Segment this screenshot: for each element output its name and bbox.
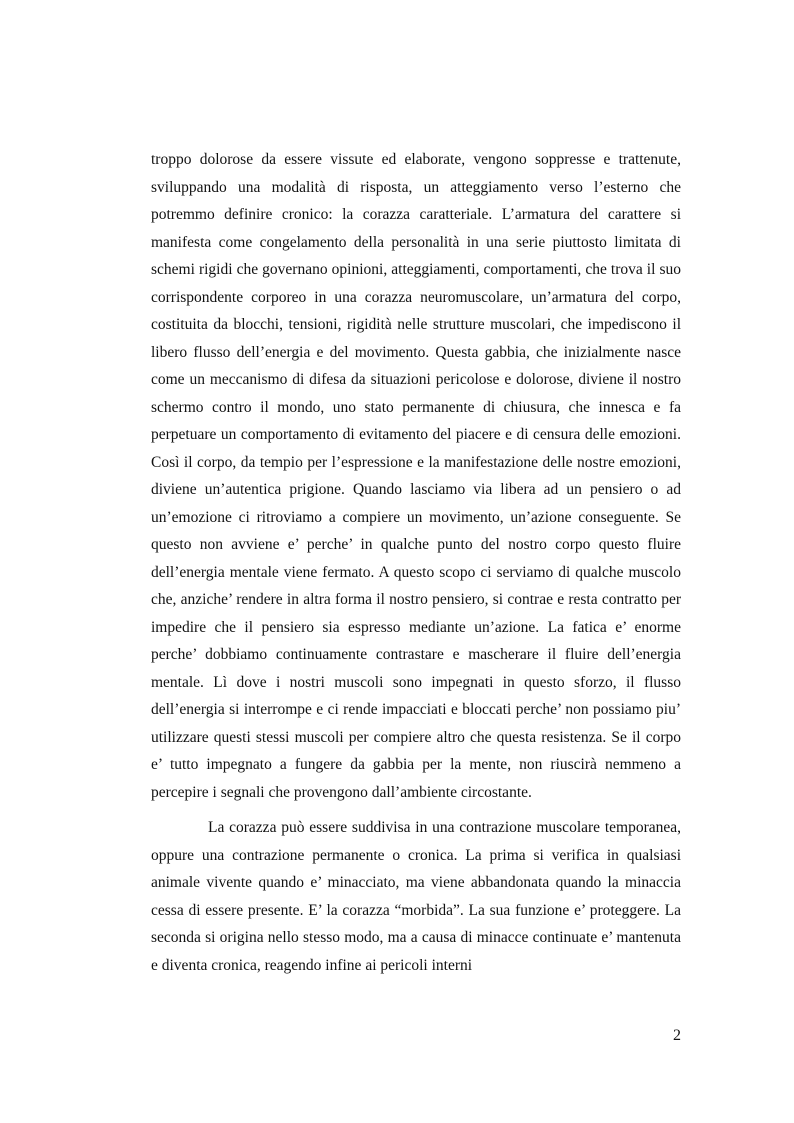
page-number: 2 xyxy=(673,1027,681,1044)
paragraph-1: troppo dolorose da essere vissute ed elaborate, vengono soppresse e trattenute, sviluppando una modalità di risposta, un atteggiamento verso l’esterno che potremmo definire cronico: la corazza caratteriale. L’armatura del carattere si manifesta come congelamento della personalità in una serie piuttosto limitata di schemi rigidi che governano opinioni, atteggiamenti, comportamenti, che trova il suo corrispondente corporeo in una corazza neuromuscolare, un’armatura del corpo, costituita da blocchi, tensioni, rigidità nelle strutture muscolari, che impediscono il libero flusso dell’energia e del movimento. Questa gabbia, che inizialmente nasce come un meccanismo di difesa da situazioni pericolose e dolorose, diviene il nostro schermo contro il mondo, uno stato permanente di chiusura, che innesca e fa perpetuare un comportamento di evitamento del piacere e di censura delle emozioni. Così il corpo, da tempio per l’espressione e la manifestazione delle nostre emozioni, diviene un’autentica prigione. Quando lasciamo via libera ad un pensiero o ad un’emozione ci ritroviamo a compiere un movimento, un’azione conseguente. Se questo non avviene e’ perche’ in qualche punto del nostro corpo questo fluire dell’energia mentale viene fermato. A questo scopo ci serviamo di qualche muscolo che, anziche’ rendere in altra forma il nostro pensiero, si contrae e resta contratto per impedire che il pensiero sia espresso mediante un’azione. La fatica e’ enorme perche’ dobbiamo continuamente contrastare e mascherare il fluire dell’energia mentale. Lì dove i nostri muscoli sono impegnati in questo sforzo, il flusso dell’energia si interrompe e ci rende impacciati e bloccati perche’ non possiamo piu’ utilizzare questi stessi muscoli per compiere altro che questa resistenza. Se il corpo e’ tutto impegnato a fungere da gabbia per la mente, non riuscirà nemmeno a percepire i segnali che provengono dall’ambiente circostante. xyxy=(151,151,681,801)
document-body xyxy=(151,146,681,979)
paragraph-2: La corazza può essere suddivisa in una contrazione muscolare temporanea, oppure una contrazione permanente o cronica. La prima si verifica in qualsiasi animale vivente quando e’ minacciato, ma viene abbandonata quando la minaccia cessa di essere presente. E’ la corazza “morbida”. La sua funzione e’ proteggere. La seconda si origina nello stesso modo, ma a causa di minacce continuate e’ mantenuta e diventa cronica, reagendo infine ai pericoli interni xyxy=(151,819,681,974)
